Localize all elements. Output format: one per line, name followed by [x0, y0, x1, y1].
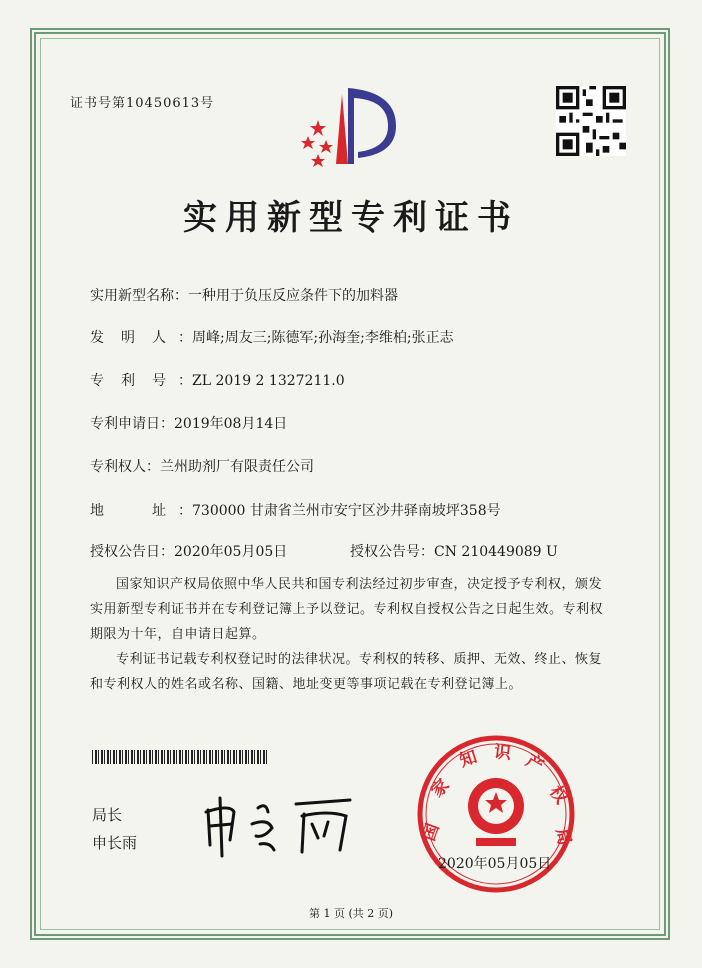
- utility-model-name-value: 一种用于负压反应条件下的加料器: [188, 288, 398, 304]
- patent-number-value: ZL 2019 2 1327211.0: [192, 373, 345, 389]
- director-signature: [200, 790, 360, 860]
- svg-text:产: 产: [522, 750, 547, 777]
- field-utility-model-name: [90, 285, 398, 305]
- inventors-label: 发 明 人: [90, 330, 166, 346]
- field-filing-date: [90, 413, 287, 433]
- svg-text:知: 知: [457, 747, 480, 772]
- patentee-value: 兰州助剂厂有限责任公司: [160, 459, 314, 475]
- svg-text:识: 识: [493, 742, 513, 764]
- grant-number-label: 授权公告号：: [350, 544, 434, 560]
- director-name: 申长雨: [92, 834, 138, 852]
- address-value: 730000 甘肃省兰州市安宁区沙井驿南坡坪358号: [192, 503, 501, 519]
- field-patent-number: 专 利 号 ：ZL 2019 2 1327211.0: [90, 370, 345, 390]
- paragraph-legal-status: 专利证书记载专利权登记时的法律状况。专利权的转移、质押、无效、终止、恢复和专利权人的姓名或名称、国籍、地址变更等事项记载在专利登记簿上。: [90, 652, 603, 692]
- field-grant-date: [90, 541, 287, 561]
- page-footer: 第 1 页 (共 2 页): [308, 907, 394, 920]
- svg-text:权: 权: [545, 782, 572, 808]
- filing-date-value: 2019年08月14日: [174, 416, 288, 432]
- svg-text:局: 局: [551, 826, 575, 848]
- cnipa-emblem-icon: [296, 84, 406, 170]
- grant-date-value: 2020年05月05日: [174, 544, 288, 560]
- svg-text:家: 家: [427, 775, 454, 802]
- certificate-number: 证书号第10450613号: [70, 96, 215, 111]
- field-grant-number: [350, 541, 558, 561]
- seal-date: 2020年05月05日: [438, 856, 552, 872]
- certificate-title: 实用新型专利证书: [183, 198, 519, 238]
- address-label: 地 址: [90, 503, 166, 519]
- patentee-label: 专利权人：: [90, 459, 160, 475]
- barcode: [92, 750, 268, 764]
- grant-number-value: CN 210449089 U: [434, 544, 558, 560]
- utility-model-name-label: 实用新型名称：: [90, 288, 188, 304]
- qr-code-icon: [556, 86, 626, 156]
- grant-date-label: 授权公告日：: [90, 544, 174, 560]
- patent-number-label: 专 利 号: [90, 373, 166, 389]
- svg-text:国: 国: [418, 820, 444, 844]
- paragraph-grant-statement: 国家知识产权局依照中华人民共和国专利法经过初步审查，决定授予专利权，颁发实用新型专利证书并在专利登记簿上予以登记。专利权自授权公告之日起生效。专利权期限为十年，自申请日起算。: [90, 577, 604, 642]
- inventors-value: 周峰;周友三;陈德军;孙海奎;李维柏;张正志: [192, 330, 454, 346]
- director-title: 局长: [92, 806, 123, 824]
- field-inventors: 发 明 人 ：周峰;周友三;陈德军;孙海奎;李维柏;张正志: [90, 327, 454, 347]
- field-address: 地 址 ：730000 甘肃省兰州市安宁区沙井驿南坡坪358号: [90, 500, 501, 520]
- field-patentee: [90, 456, 314, 476]
- filing-date-label: 专利申请日：: [90, 416, 174, 432]
